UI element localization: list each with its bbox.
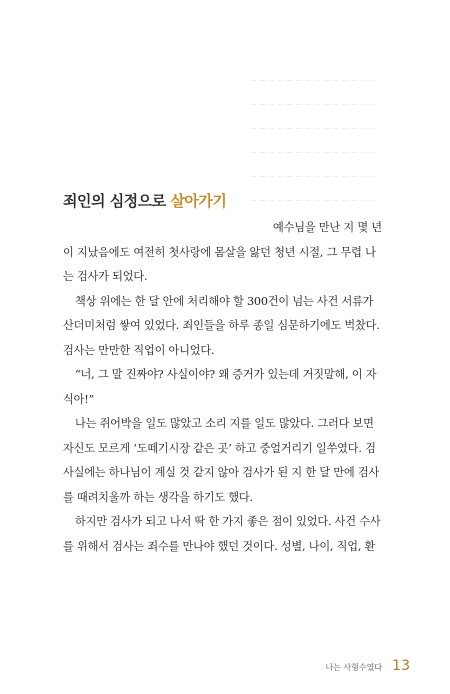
page-number: 13 [392,658,410,674]
text-line: 를 때려치울까 하는 생각을 하기도 했다. [63,490,253,504]
paragraph [63,216,403,290]
section-heading-part1: 죄인의 심정으로 [63,192,166,210]
bleed-through-text: ─ ─ ─ ─ ─ ─ ─ ─ ─ ─ ─ ─ ─ ─ ─ ─ ─ ─ ─ ─ ─ ─ ─ ─ ─ ─ ─ ─ ─ ─ ─ ─ ─ ─ ─ ─ ─ ─ ─ ─ ─ ─ ─ ─ ─ ─ ─ ─ ─ ─ ─ ─ ─ ─ ─ ─ ─ ─ ─ ─ ─ ─ ─ ─ ─ ─ ─ ─ ─ ─ ─ ─ ─ ─ ─ ─ ─ ─ ─ ─ ─ ─ ─ ─ [250,76,376,207]
body-text [63,216,403,559]
text-line: 는 검사가 되었다. [63,270,148,283]
text-line: “너, 그 말 진짜야? 사실이야? 왜 증거가 있는데 거짓말해, 이 자 [75,368,377,381]
running-title: 나는 사형수였다 [325,663,383,672]
text-line: 책상 위에는 한 달 안에 처리해야 할 300건이 넘는 사건 서류가 [75,294,374,308]
section-heading [63,190,226,211]
text-line: 사실에는 하나님이 계실 것 같지 않아 검사가 된 지 한 달 만에 검사 [63,466,380,479]
text-line: 예수님을 만난 지 몇 년 [273,221,382,234]
section-heading-part2: 살아가기 [170,192,227,210]
text-line: 를 위해서 검사는 죄수를 만나야 했던 것이다. 성별, 나이, 직업, 환 [63,539,376,553]
paragraph [63,510,403,559]
text-line: 하지만 검사가 되고 나서 딱 한 가지 좋은 점이 있었다. 사건 수사 [75,515,381,528]
text-line: 이 지났음에도 여전히 첫사랑에 몸살을 앓던 청년 시절, 그 무렵 나 [63,245,376,259]
text-line: 자신도 모르게 ‘도떼기시장 같은 곳’ 하고 중얼거리기 일쑤였다. 검 [63,441,376,455]
text-line: 식아!” [63,392,95,406]
text-line: 나는 쥐어박을 일도 많았고 소리 지를 일도 많았다. 그러다 보면 [75,417,374,430]
text-line: 산더미처럼 쌓여 있었다. 죄인들을 하루 종일 심문하기에도 벅찼다. [63,319,380,332]
paragraph [63,363,403,412]
page-footer [325,655,410,674]
text-line: 검사는 만만한 직업이 아니었다. [63,343,215,357]
paragraph [63,412,403,510]
paragraph [63,290,403,364]
